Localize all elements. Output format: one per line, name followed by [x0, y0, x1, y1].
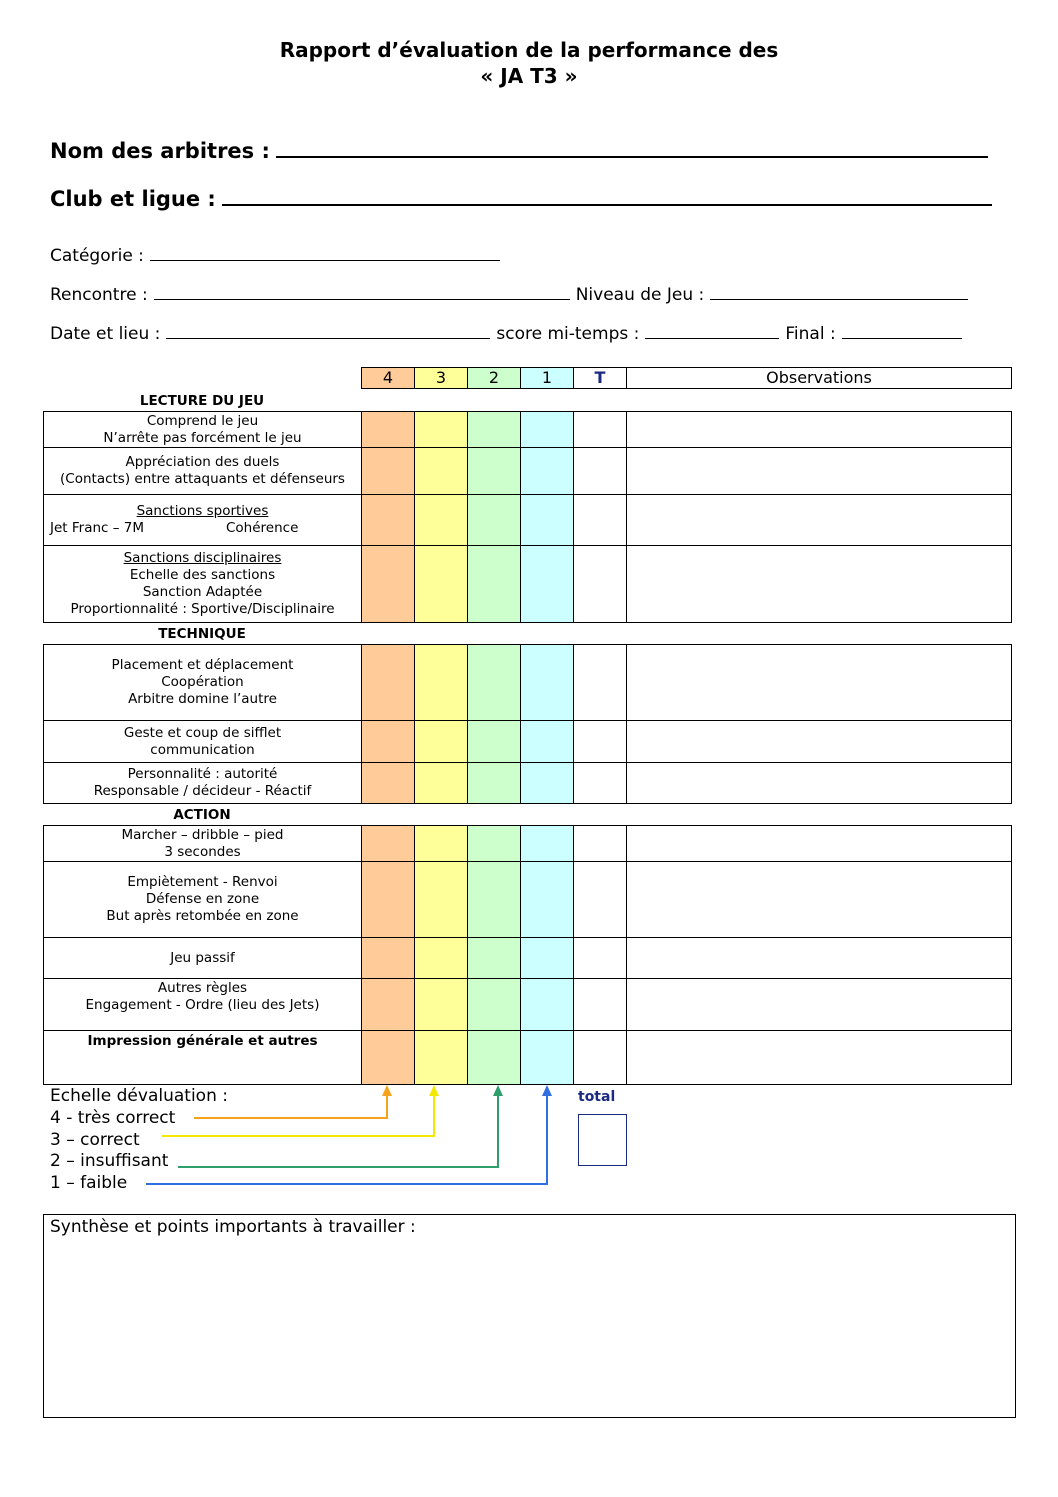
- report-title-line1: Rapport d’évaluation de la performance des: [279, 38, 779, 62]
- score-3-cell[interactable]: [414, 861, 468, 938]
- criterion-text: (Contacts) entre attaquants et défenseurs: [60, 471, 345, 487]
- observations-cell[interactable]: [626, 494, 1012, 546]
- criterion-autres-regles: [43, 978, 361, 1031]
- criterion-text: Coopération: [161, 674, 244, 690]
- arrow-1: [146, 1092, 547, 1184]
- observations-cell[interactable]: [626, 825, 1012, 862]
- observations-cell[interactable]: [626, 447, 1012, 495]
- synthese-box[interactable]: [43, 1214, 1016, 1418]
- score-4-cell[interactable]: [361, 411, 415, 448]
- criterion-text: Personnalité : autorité: [127, 766, 278, 782]
- categorie-field[interactable]: [50, 246, 506, 266]
- arrow-2: [178, 1092, 498, 1167]
- arrow-4-head: [382, 1085, 392, 1096]
- criterion-text: Impression générale et autres: [87, 1033, 318, 1049]
- arrow-3: [162, 1092, 434, 1136]
- niveau-line[interactable]: [710, 285, 968, 300]
- criterion-subline: [44, 520, 361, 537]
- score-2-cell[interactable]: [467, 762, 521, 804]
- total-cell[interactable]: [573, 720, 627, 763]
- niveau-label: Niveau de Jeu :: [575, 285, 705, 305]
- total-cell[interactable]: [573, 411, 627, 448]
- header-col-3: 3: [414, 367, 468, 389]
- arbitres-line[interactable]: [276, 140, 988, 158]
- club-field[interactable]: [50, 187, 992, 211]
- criterion-text: Défense en zone: [145, 891, 260, 907]
- criterion-text: Geste et coup de sifflet: [123, 724, 282, 741]
- total-cell[interactable]: [573, 545, 627, 623]
- score-4-cell[interactable]: [361, 1030, 415, 1085]
- criterion-text: Marcher – dribble – pied: [121, 826, 284, 843]
- date-label: Date et lieu :: [50, 324, 161, 344]
- observations-cell[interactable]: [626, 411, 1012, 448]
- score-1-cell[interactable]: [520, 447, 574, 495]
- score-1-cell[interactable]: [520, 978, 574, 1031]
- final-label: Final :: [785, 324, 836, 344]
- score-3-cell[interactable]: [414, 1030, 468, 1085]
- criterion-text: Echelle des sanctions: [129, 567, 276, 583]
- report-title-line2: « JA T3 »: [480, 64, 578, 88]
- score-4-cell[interactable]: [361, 720, 415, 763]
- criterion-text: Comprend le jeu: [146, 412, 259, 429]
- score-4-cell[interactable]: [361, 644, 415, 721]
- criterion-text: Jeu passif: [170, 949, 235, 966]
- score-label: score mi-temps :: [496, 324, 640, 344]
- score-2-cell[interactable]: [467, 861, 521, 938]
- total-cell[interactable]: [573, 644, 627, 721]
- score-1-cell[interactable]: [520, 720, 574, 763]
- club-label: Club et ligue :: [50, 187, 216, 211]
- score-3-cell[interactable]: [414, 447, 468, 495]
- criterion-text: Appréciation des duels: [125, 454, 280, 470]
- arbitres-field[interactable]: [50, 139, 988, 163]
- total-cell[interactable]: [573, 447, 627, 495]
- criterion-duels: [43, 447, 361, 495]
- score-4-cell[interactable]: [361, 494, 415, 546]
- score-4-cell[interactable]: [361, 762, 415, 804]
- score-1-cell[interactable]: [520, 545, 574, 623]
- score-2-cell[interactable]: [467, 1030, 521, 1085]
- score-1-cell[interactable]: [520, 644, 574, 721]
- criterion-text: Sanctions sportives: [136, 503, 269, 519]
- score-4-cell[interactable]: [361, 937, 415, 979]
- section-technique: TECHNIQUE: [158, 626, 246, 642]
- score-2-cell[interactable]: [467, 978, 521, 1031]
- total-cell[interactable]: [573, 937, 627, 979]
- header-col-total: T: [573, 367, 627, 389]
- total-box[interactable]: [578, 1114, 627, 1166]
- observations-cell[interactable]: [626, 937, 1012, 979]
- score-3-cell[interactable]: [414, 720, 468, 763]
- total-cell[interactable]: [573, 978, 627, 1031]
- criterion-comprend-jeu: [43, 411, 361, 448]
- score-2-cell[interactable]: [467, 411, 521, 448]
- scale-3: 3 – correct: [50, 1130, 140, 1150]
- score-2-cell[interactable]: [467, 937, 521, 979]
- arrow-2-head: [493, 1085, 503, 1096]
- score-4-cell[interactable]: [361, 825, 415, 862]
- criterion-text: Responsable / décideur - Réactif: [93, 783, 312, 799]
- criterion-empietement: [43, 861, 361, 938]
- criterion-text: Autres règles: [157, 980, 248, 996]
- criterion-text: Empiètement - Renvoi: [127, 874, 278, 890]
- criterion-text: 3 secondes: [164, 843, 241, 860]
- section-lecture: LECTURE DU JEU: [139, 393, 265, 409]
- score-2-cell[interactable]: [467, 825, 521, 862]
- header-col-4: 4: [361, 367, 415, 389]
- arrow-4: [194, 1092, 387, 1118]
- date-row: [50, 324, 968, 344]
- observations-cell[interactable]: [626, 978, 1012, 1031]
- categorie-line[interactable]: [150, 246, 500, 261]
- total-cell[interactable]: [573, 1030, 627, 1085]
- total-cell[interactable]: [573, 825, 627, 862]
- criterion-geste: [43, 720, 361, 763]
- score-1-cell[interactable]: [520, 494, 574, 546]
- scale-title: Echelle dévaluation :: [50, 1086, 228, 1106]
- date-line[interactable]: [166, 324, 490, 339]
- score-3-cell[interactable]: [414, 644, 468, 721]
- criterion-placement: [43, 644, 361, 721]
- score-4-cell[interactable]: [361, 447, 415, 495]
- score-4-cell[interactable]: [361, 978, 415, 1031]
- criterion-text: Arbitre domine l’autre: [128, 691, 277, 707]
- scale-1: 1 – faible: [50, 1173, 128, 1193]
- score-1-cell[interactable]: [520, 1030, 574, 1085]
- criterion-text: communication: [150, 741, 255, 758]
- score-1-cell[interactable]: [520, 937, 574, 979]
- total-cell[interactable]: [573, 762, 627, 804]
- rencontre-label: Rencontre :: [50, 285, 148, 305]
- criterion-impression: [43, 1030, 361, 1085]
- scale-4: 4 - très correct: [50, 1108, 176, 1128]
- score-3-cell[interactable]: [414, 978, 468, 1031]
- criterion-text: But après retombée en zone: [106, 908, 299, 924]
- rencontre-row: [50, 285, 974, 305]
- observations-cell[interactable]: [626, 861, 1012, 938]
- score-3-cell[interactable]: [414, 411, 468, 448]
- final-line[interactable]: [842, 324, 962, 339]
- club-line[interactable]: [222, 188, 992, 206]
- total-cell[interactable]: [573, 861, 627, 938]
- score-2-cell[interactable]: [467, 447, 521, 495]
- criterion-jeu-passif: [43, 937, 361, 979]
- score-4-cell[interactable]: [361, 861, 415, 938]
- score-2-cell[interactable]: [467, 720, 521, 763]
- criterion-text: Placement et déplacement: [111, 657, 294, 673]
- categorie-label: Catégorie :: [50, 246, 144, 266]
- header-col-1: 1: [520, 367, 574, 389]
- observations-cell[interactable]: [626, 545, 1012, 623]
- rencontre-line[interactable]: [154, 285, 570, 300]
- criterion-text: Sanction Adaptée: [142, 584, 263, 600]
- observations-cell[interactable]: [626, 720, 1012, 763]
- synthese-label: Synthèse et points importants à travailler :: [50, 1217, 416, 1237]
- header-col-2: 2: [467, 367, 521, 389]
- criterion-text: N’arrête pas forcément le jeu: [103, 429, 302, 446]
- score-2-cell[interactable]: [467, 545, 521, 623]
- criterion-text: Jet Franc – 7M: [50, 520, 145, 536]
- header-observations: Observations: [626, 367, 1012, 389]
- score-3-cell[interactable]: [414, 494, 468, 546]
- score-line[interactable]: [645, 324, 779, 339]
- criterion-personnalite: [43, 762, 361, 804]
- criterion-text: Proportionnalité : Sportive/Disciplinaire: [70, 601, 335, 617]
- score-4-cell[interactable]: [361, 545, 415, 623]
- score-3-cell[interactable]: [414, 825, 468, 862]
- score-3-cell[interactable]: [414, 762, 468, 804]
- criterion-text: Sanctions disciplinaires: [123, 550, 282, 566]
- total-cell[interactable]: [573, 494, 627, 546]
- score-2-cell[interactable]: [467, 644, 521, 721]
- score-3-cell[interactable]: [414, 937, 468, 979]
- scale-arrows: [0, 1080, 1058, 1200]
- score-1-cell[interactable]: [520, 825, 574, 862]
- score-1-cell[interactable]: [520, 762, 574, 804]
- criterion-sanctions-sportives: [43, 494, 361, 546]
- score-3-cell[interactable]: [414, 545, 468, 623]
- observations-cell[interactable]: [626, 762, 1012, 804]
- arbitres-label: Nom des arbitres :: [50, 139, 270, 163]
- arrow-3-head: [429, 1085, 439, 1096]
- scale-2: 2 – insuffisant: [50, 1151, 169, 1171]
- criterion-text: Cohérence: [226, 520, 299, 536]
- score-1-cell[interactable]: [520, 411, 574, 448]
- total-label: total: [578, 1089, 616, 1105]
- score-2-cell[interactable]: [467, 494, 521, 546]
- score-1-cell[interactable]: [520, 861, 574, 938]
- criterion-marcher: [43, 825, 361, 862]
- criterion-text: Engagement - Ordre (lieu des Jets): [85, 997, 320, 1013]
- observations-cell[interactable]: [626, 1030, 1012, 1085]
- criterion-sanctions-disciplinaires: [43, 545, 361, 623]
- arrow-1-head: [542, 1085, 552, 1096]
- observations-cell[interactable]: [626, 644, 1012, 721]
- section-action: ACTION: [173, 807, 231, 823]
